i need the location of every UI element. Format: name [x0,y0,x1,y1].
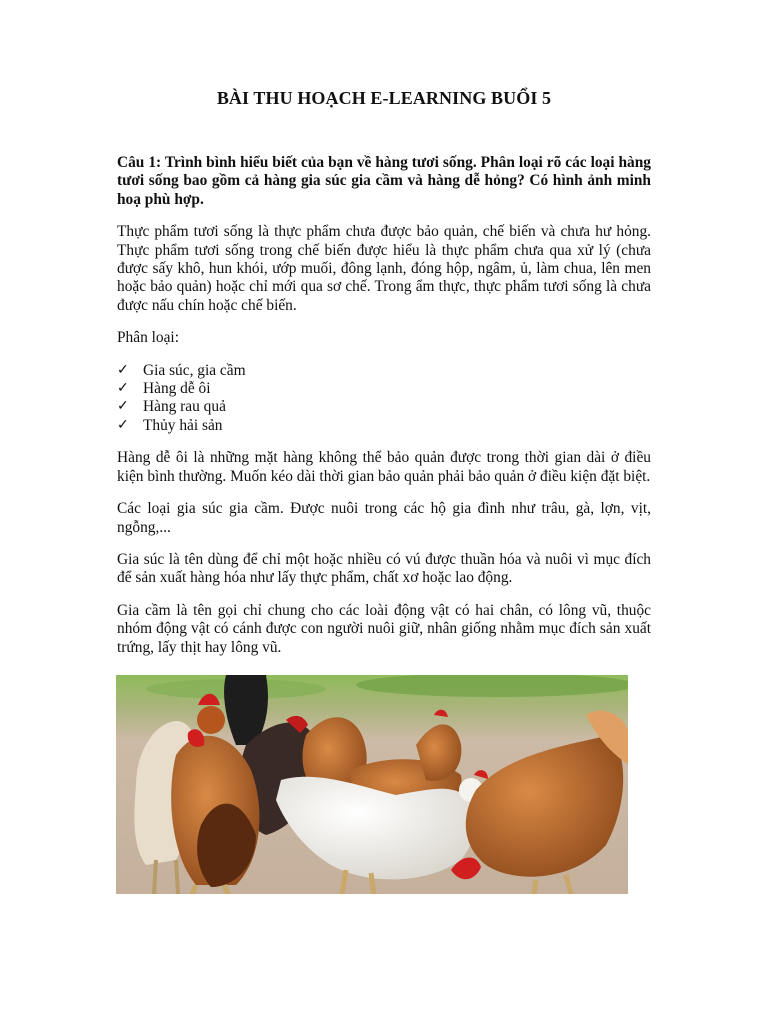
classification-label: Phân loại: [117,329,179,347]
paragraph-livestock-poultry: Các loại gia súc gia cầm. Được nuôi trong các hộ gia đình như trâu, gà, lợn, vịt, ngỗng,... [117,500,651,536]
paragraph-definition: Thực phẩm tươi sống là thực phẩm chưa được bảo quản, chế biến và chưa hư hỏng. Thực phẩm tươi sống trong chế biến được hiểu là thực phẩm chưa qua xử lý (chưa được sấy khô, hun khói, ướp muối, đông lạnh, đóng hộp, ngâm, ủ, làm chua, lên men hoặc bảo quản) hoặc chỉ mới qua sơ chế. Trong ẩm thực, thực phẩm tươi sống là chưa được nấu chín hoặc chế biến. [117,223,651,314]
list-item-label: Gia súc, gia cầm [143,361,246,379]
list-item [117,398,651,416]
list-item-label: Thủy hải sản [143,416,223,434]
check-mark-icon: ✓ [117,381,129,397]
list-item [117,362,651,380]
paragraph-perishable: Hàng dễ ôi là những mặt hàng không thể bảo quản được trong thời gian dài ở điều kiện bình thường. Muốn kéo dài thời gian bảo quản phải bảo quản ở điều kiện đặt biệt. [117,449,651,485]
list-item [117,380,651,398]
page-title: BÀI THU HOẠCH E-LEARNING BUỔI 5 [216,88,552,108]
classification-list [117,362,651,436]
chickens-photo [116,675,628,894]
list-item-label: Hàng dễ ôi [143,380,211,398]
document-body [117,154,651,671]
paragraph-poultry: Gia cầm là tên gọi chỉ chung cho các loài động vật có hai chân, có lông vũ, thuộc nhóm động vật có cánh được con người nuôi giữ, nhân giống nhằm mục đích sản xuất trứng, lấy thịt hay lông vũ. [117,601,651,656]
check-mark-icon: ✓ [117,417,129,433]
list-item [117,417,651,435]
check-mark-icon: ✓ [117,399,129,415]
question-heading: Câu 1: Trình bình hiểu biết của bạn về hàng tươi sống. Phân loại rõ các loại hàng tươi sống bao gồm cả hàng gia súc gia cầm và hàng dễ hỏng? Có hình ảnh minh hoạ phù hợp. [117,154,651,208]
list-item-label: Hàng rau quả [143,398,226,416]
check-mark-icon: ✓ [117,362,129,378]
paragraph-livestock: Gia súc là tên dùng để chỉ một hoặc nhiều có vú được thuần hóa và nuôi vì mục đích để sản xuất hàng hóa như lấy thực phẩm, chất xơ hoặc lao động. [117,550,651,587]
